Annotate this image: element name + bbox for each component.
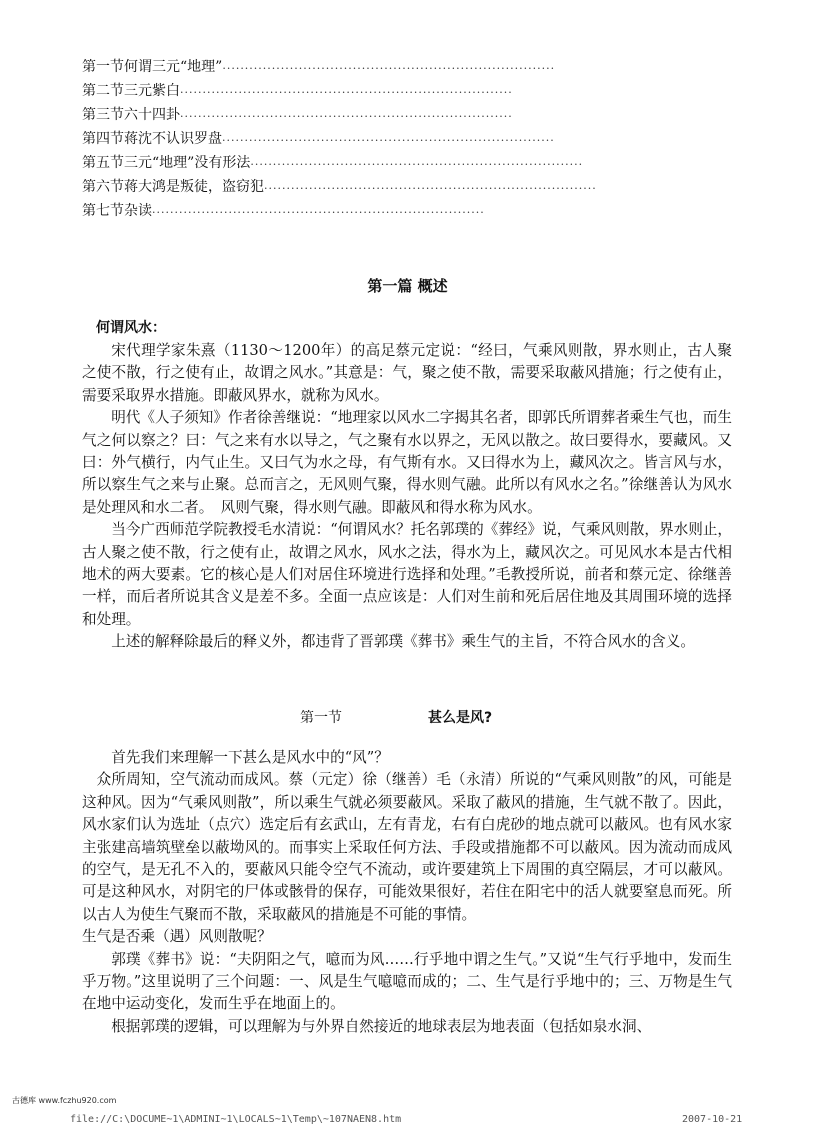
intro-paragraphs [82,340,732,654]
toc-item[interactable] [82,176,597,200]
section-name: 甚么是风? [428,710,493,726]
table-of-contents [82,56,597,224]
body-paragraph: 郭璞《葬书》说：“夫阴阳之气，噫而为风……行乎地中谓之生气。”又说“生气行乎地中，发而生乎万物。”这里说明了三个问题：一、风是生气噫噫而成的；二、生气是行乎地中的；三、万物是生气在地中运动变化，发而生乎在地面上的。 [82,950,732,1013]
intro-section [82,316,732,654]
toc-item-number: 第二节 [82,83,124,99]
toc-item-number: 第五节 [82,155,124,171]
toc-item-title: 三元紫白 [124,83,180,99]
toc-leader-dots: ·········································································· [222,134,555,147]
toc-item-title: 杂读 [124,203,152,219]
toc-item-title: 蒋大鸿是叛徒，盗窃犯 [124,179,264,195]
toc-item-number: 第一节 [82,59,124,75]
part-title: 第一篇 概述 [367,277,448,295]
body-paragraph: 当今广西师范学院教授毛水清说：“何谓风水？托名郭璞的《葬经》说，气乘风则散，界水则止，古人聚之使不散，行之使有止，故谓之风水，风水之法，得水为上，藏风次之。可见风水本是古代相地术的两大要素。它的核心是人们对居住环境进行选择和处理。”毛教授所说，前者和蔡元定、徐继善一样，而后者所说其含义是差不多。全面一点应该是：人们对生前和死后居住地及其周围环境的选择和处理。 [82,521,732,628]
toc-item[interactable] [82,56,556,80]
footer-site [12,1095,116,1106]
footer-file-path: file://C:\DOCUME~1\ADMINI~1\LOCALS~1\Temp\~107NAEN8.htm [70,1114,402,1125]
body-paragraph: 首先我们来理解一下甚么是风水中的“风”？ [111,749,389,766]
toc-item[interactable] [82,104,513,128]
toc-item-title: 蒋沈不认识罗盘 [124,131,222,147]
footer-date: 2007-10-21 [682,1114,743,1125]
intro-heading: 何谓风水： [96,320,166,336]
toc-item[interactable] [82,80,513,104]
toc-item-number: 第七节 [82,203,124,219]
body-paragraph: 众所周知，空气流动而成风。蔡（元定）徐（继善）毛（永清）所说的“气乘风则散”的风，可能是这种风。因为“气乘风则散”，所以乘生气就必须要蔽风。采取了蔽风的措施，生气就不散了。因此，风水家们认为选址（点穴）选定后有玄武山，左有青龙，右有白虎砂的地点就可以蔽风。也有风水家主张建高墙筑壁垒以蔽坳风的。而事实上采取任何方法、手段或措施都不可以蔽风。因为流动而成风的空气，是无孔不入的，要蔽风只能令空气不流动，或许要建筑上下周围的真空隔层，才可以蔽风。可是这种风水，对阴宅的尸体或骸骨的保存，可能效果很好，若住在阳宅中的活人就要窒息而死。所以古人为使生气聚而不散，采取蔽风的措施是不可能的事情。 [82,771,732,923]
body-paragraph: 宋代理学家朱熹（1130～1200年）的高足蔡元定说：“经曰，气乘风则散，界水则止，古人聚之使不散，行之使有止，故谓之风水。”其意是：气，聚之使不散，需要采取蔽风措施；行之使有止，需要采取界水措施。即蔽风界水，就称为风水。 [82,342,732,404]
body-paragraph: 明代《人子须知》作者徐善继说：“地理家以风水二字揭其名者，即郭氏所谓葬者乘生气也，而生气之何以察之？曰：气之来有水以导之，气之聚有水以界之，无风以散之。故曰要得水，要藏风。又曰：外气横行，内气止生。又曰气为水之母，有气斯有水。又曰得水为上，藏风次之。皆言风与水，所以察生气之来与止聚。总而言之，无风则气聚，得水则气融。此所以有风水之名。”徐继善认为风水是处理风和水二者。 风则气聚，得水则气融。即蔽风和得水称为风水。 [82,409,732,516]
body-paragraph: 生气是否乘（遇）风则散呢？ [82,928,272,946]
toc-item-number: 第三节 [82,107,124,123]
body-paragraph: 上述的解释除最后的释义外，都违背了晋郭璞《葬书》乘生气的主旨，不符合风水的含义。 [111,633,695,651]
toc-item-number: 第六节 [82,179,124,195]
toc-item-title: 三元“地理”没有形法 [124,155,251,171]
toc-item[interactable] [82,152,584,176]
toc-item-title: 何谓三元“地理” [124,59,223,75]
toc-leader-dots: ·········································································· [180,110,513,123]
footer-site-url[interactable]: www.fczhu920.com [38,1096,117,1105]
toc-leader-dots: ·········································································· [250,158,584,171]
toc-item[interactable] [82,128,555,152]
toc-leader-dots: ·········································································· [222,62,556,75]
toc-leader-dots: ·········································································· [152,206,485,219]
toc-leader-dots: ·········································································· [180,86,513,99]
toc-item-number: 第四节 [82,131,124,147]
toc-leader-dots: ·········································································· [264,182,597,195]
footer-site-label: 古德库 [12,1096,36,1105]
section-body [82,747,732,1038]
toc-item-title: 六十四卦 [124,107,180,123]
toc-item[interactable] [82,200,485,224]
body-paragraph: 根据郭璞的逻辑，可以理解为与外界自然接近的地球表层为地表面（包括如泉水洞、 [111,1017,652,1035]
section-number: 第一节 [300,710,342,726]
section-paragraphs [82,747,732,1038]
